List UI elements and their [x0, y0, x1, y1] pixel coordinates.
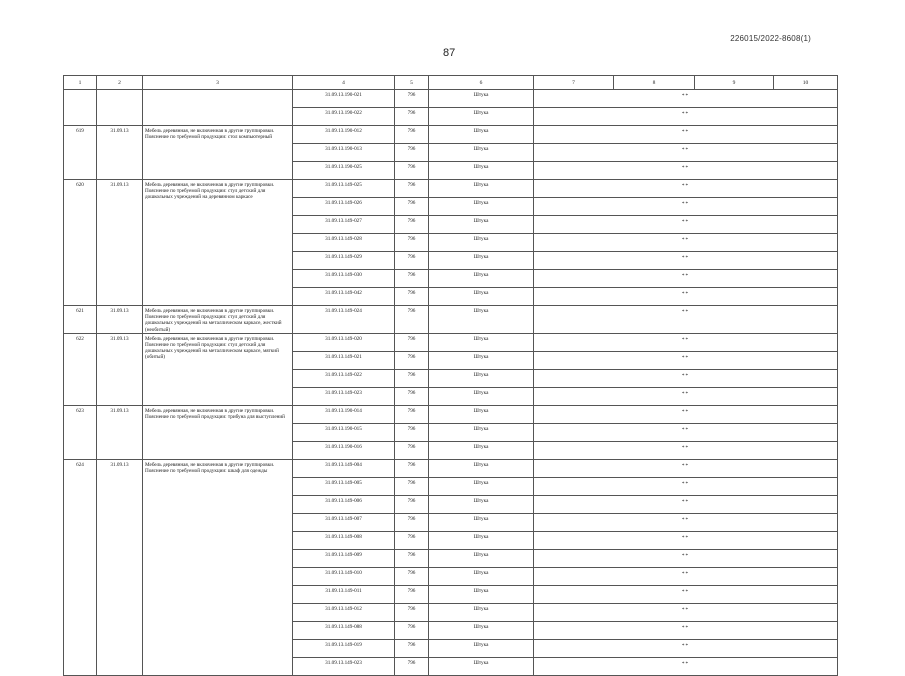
okpd-code-cell: 31.09.13.190-016 [293, 441, 395, 459]
unit-name-cell: Штука [429, 234, 534, 252]
column-header-10: 10 [774, 76, 838, 90]
unit-name-cell: Штука [429, 162, 534, 180]
unit-code-cell: 796 [395, 621, 429, 639]
unit-name-cell: Штука [429, 351, 534, 369]
table-row [64, 90, 838, 108]
unit-code-cell: 796 [395, 441, 429, 459]
mark-cell: ** [534, 288, 838, 306]
mark-cell: ** [534, 90, 838, 108]
mark-cell: ** [534, 621, 838, 639]
mark-cell: ** [534, 108, 838, 126]
okpd-code-cell: 31.09.13.149-008 [293, 531, 395, 549]
mark-cell: ** [534, 585, 838, 603]
unit-code-cell: 796 [395, 531, 429, 549]
unit-code-cell: 796 [395, 405, 429, 423]
mark-cell: ** [534, 477, 838, 495]
okpd-code-cell: 31.09.13.149-005 [293, 477, 395, 495]
unit-code-cell: 796 [395, 585, 429, 603]
mark-cell: ** [534, 144, 838, 162]
product-name-cell: Мебель деревянная, не включенная в другие группировки. Пояснение по требуемой продукции: стул детский для дошкольных учреждений на металлическом каркасе, мягкий (обитый) [143, 333, 293, 405]
unit-name-cell: Штука [429, 639, 534, 657]
unit-code-cell: 796 [395, 513, 429, 531]
unit-name-cell: Штука [429, 423, 534, 441]
mark-cell: ** [534, 531, 838, 549]
okpd-code-cell: 31.09.13.190-013 [293, 144, 395, 162]
unit-name-cell: Штука [429, 216, 534, 234]
okpd-group-code-cell: 31.09.13 [97, 180, 143, 306]
okpd-code-cell: 31.09.13.190-022 [293, 108, 395, 126]
unit-code-cell: 796 [395, 306, 429, 334]
column-header-8: 8 [614, 76, 695, 90]
unit-name-cell: Штука [429, 621, 534, 639]
okpd-code-cell: 31.09.13.149-020 [293, 333, 395, 351]
item-number-cell [64, 90, 97, 126]
okpd-code-cell: 31.09.13.149-025 [293, 180, 395, 198]
table-row [64, 405, 838, 423]
unit-name-cell: Штука [429, 585, 534, 603]
okpd-group-code-cell [97, 90, 143, 126]
okpd-code-cell: 31.09.13.149-088 [293, 621, 395, 639]
column-header-3: 3 [143, 76, 293, 90]
unit-name-cell: Штука [429, 288, 534, 306]
mark-cell: ** [534, 333, 838, 351]
unit-code-cell: 796 [395, 387, 429, 405]
okpd-code-cell: 31.09.13.190-021 [293, 90, 395, 108]
mark-cell: ** [534, 423, 838, 441]
unit-code-cell: 796 [395, 198, 429, 216]
okpd-code-cell: 31.09.13.149-010 [293, 567, 395, 585]
table-row [64, 306, 838, 334]
unit-name-cell: Штука [429, 441, 534, 459]
unit-code-cell: 796 [395, 603, 429, 621]
unit-code-cell: 796 [395, 333, 429, 351]
unit-name-cell: Штука [429, 531, 534, 549]
mark-cell: ** [534, 405, 838, 423]
unit-name-cell: Штука [429, 477, 534, 495]
okpd-code-cell: 31.09.13.190-015 [293, 423, 395, 441]
unit-code-cell: 796 [395, 288, 429, 306]
unit-code-cell: 796 [395, 234, 429, 252]
unit-code-cell: 796 [395, 423, 429, 441]
unit-code-cell: 796 [395, 90, 429, 108]
unit-name-cell: Штука [429, 180, 534, 198]
mark-cell: ** [534, 351, 838, 369]
okpd-code-cell: 31.09.13.149-009 [293, 549, 395, 567]
okpd-group-code-cell: 31.09.13 [97, 333, 143, 405]
product-name-cell: Мебель деревянная, не включенная в другие группировки. Пояснение по требуемой продукции: шкаф для одежды [143, 459, 293, 675]
unit-name-cell: Штука [429, 459, 534, 477]
unit-code-cell: 796 [395, 495, 429, 513]
mark-cell: ** [534, 198, 838, 216]
okpd-code-cell: 31.09.13.149-007 [293, 513, 395, 531]
okpd-group-code-cell: 31.09.13 [97, 459, 143, 675]
okpd-group-code-cell: 31.09.13 [97, 306, 143, 334]
mark-cell: ** [534, 126, 838, 144]
column-header-4: 4 [293, 76, 395, 90]
okpd-group-code-cell: 31.09.13 [97, 405, 143, 459]
unit-code-cell: 796 [395, 477, 429, 495]
okpd-code-cell: 31.09.13.149-023 [293, 387, 395, 405]
mark-cell: ** [534, 639, 838, 657]
mark-cell: ** [534, 252, 838, 270]
okpd-code-cell: 31.09.13.190-014 [293, 405, 395, 423]
item-number-cell: 623 [64, 405, 97, 459]
unit-name-cell: Штука [429, 306, 534, 334]
column-header-7: 7 [534, 76, 614, 90]
mark-cell: ** [534, 657, 838, 675]
unit-name-cell: Штука [429, 252, 534, 270]
unit-code-cell: 796 [395, 270, 429, 288]
mark-cell: ** [534, 216, 838, 234]
unit-code-cell: 796 [395, 459, 429, 477]
column-number-header-row [64, 76, 838, 90]
okpd-code-cell: 31.09.13.149-024 [293, 306, 395, 334]
unit-code-cell: 796 [395, 126, 429, 144]
unit-name-cell: Штука [429, 603, 534, 621]
okpd-group-code-cell: 31.09.13 [97, 126, 143, 180]
mark-cell: ** [534, 495, 838, 513]
item-number-cell: 621 [64, 306, 97, 334]
unit-name-cell: Штука [429, 405, 534, 423]
okpd-code-cell: 31.09.13.149-029 [293, 252, 395, 270]
product-name-cell: Мебель деревянная, не включенная в другие группировки. Пояснение по требуемой продукции: стул детский для дошкольных учреждений на металлическом каркасе, жесткий (необитый) [143, 306, 293, 334]
unit-code-cell: 796 [395, 108, 429, 126]
mark-cell: ** [534, 513, 838, 531]
unit-code-cell: 796 [395, 144, 429, 162]
unit-code-cell: 796 [395, 162, 429, 180]
product-name-cell [143, 90, 293, 126]
mark-cell: ** [534, 162, 838, 180]
unit-name-cell: Штука [429, 198, 534, 216]
okpd-code-cell: 31.09.13.149-006 [293, 495, 395, 513]
okpd-code-cell: 31.09.13.149-012 [293, 603, 395, 621]
mark-cell: ** [534, 459, 838, 477]
unit-code-cell: 796 [395, 567, 429, 585]
unit-code-cell: 796 [395, 180, 429, 198]
okpd-code-cell: 31.09.13.149-023 [293, 657, 395, 675]
document-registration-number: 226015/2022-8608(1) [730, 34, 811, 43]
table-row [64, 126, 838, 144]
column-header-5: 5 [395, 76, 429, 90]
unit-name-cell: Штука [429, 495, 534, 513]
product-name-cell: Мебель деревянная, не включенная в другие группировки. Пояснение по требуемой продукции: стол компьютерный [143, 126, 293, 180]
column-header-2: 2 [97, 76, 143, 90]
okpd-code-cell: 31.09.13.190-025 [293, 162, 395, 180]
okpd-code-cell: 31.09.13.149-028 [293, 234, 395, 252]
product-name-cell: Мебель деревянная, не включенная в другие группировки. Пояснение по требуемой продукции: стул детский для дошкольных учреждений на деревянном каркасе [143, 180, 293, 306]
mark-cell: ** [534, 234, 838, 252]
unit-name-cell: Штука [429, 108, 534, 126]
unit-code-cell: 796 [395, 351, 429, 369]
mark-cell: ** [534, 369, 838, 387]
okpd-code-cell: 31.09.13.149-030 [293, 270, 395, 288]
mark-cell: ** [534, 270, 838, 288]
page-number: 87 [443, 47, 456, 59]
unit-name-cell: Штука [429, 657, 534, 675]
table-body [64, 90, 838, 676]
mark-cell: ** [534, 180, 838, 198]
mark-cell: ** [534, 567, 838, 585]
mark-cell: ** [534, 387, 838, 405]
unit-code-cell: 796 [395, 252, 429, 270]
okpd-code-cell: 31.09.13.149-021 [293, 351, 395, 369]
unit-code-cell: 796 [395, 657, 429, 675]
okpd-code-cell: 31.09.13.149-019 [293, 639, 395, 657]
unit-code-cell: 796 [395, 639, 429, 657]
item-number-cell: 624 [64, 459, 97, 675]
unit-code-cell: 796 [395, 549, 429, 567]
unit-name-cell: Штука [429, 126, 534, 144]
products-table [63, 75, 838, 676]
item-number-cell: 619 [64, 126, 97, 180]
column-header-9: 9 [695, 76, 774, 90]
product-name-cell: Мебель деревянная, не включенная в другие группировки. Пояснение по требуемой продукции: трибуна для выступлений [143, 405, 293, 459]
mark-cell: ** [534, 603, 838, 621]
unit-name-cell: Штука [429, 549, 534, 567]
mark-cell: ** [534, 441, 838, 459]
okpd-code-cell: 31.09.13.190-012 [293, 126, 395, 144]
unit-name-cell: Штука [429, 333, 534, 351]
mark-cell: ** [534, 549, 838, 567]
table-row [64, 459, 838, 477]
unit-name-cell: Штука [429, 144, 534, 162]
item-number-cell: 622 [64, 333, 97, 405]
table-row [64, 333, 838, 351]
okpd-code-cell: 31.09.13.149-004 [293, 459, 395, 477]
unit-name-cell: Штука [429, 369, 534, 387]
okpd-code-cell: 31.09.13.149-027 [293, 216, 395, 234]
okpd-code-cell: 31.09.13.149-011 [293, 585, 395, 603]
unit-name-cell: Штука [429, 90, 534, 108]
unit-name-cell: Штука [429, 513, 534, 531]
okpd-code-cell: 31.09.13.149-022 [293, 369, 395, 387]
okpd-code-cell: 31.09.13.149-042 [293, 288, 395, 306]
mark-cell: ** [534, 306, 838, 334]
item-number-cell: 620 [64, 180, 97, 306]
unit-name-cell: Штука [429, 270, 534, 288]
column-header-1: 1 [64, 76, 97, 90]
unit-name-cell: Штука [429, 567, 534, 585]
okpd-code-cell: 31.09.13.149-026 [293, 198, 395, 216]
table-row [64, 180, 838, 198]
column-header-6: 6 [429, 76, 534, 90]
unit-name-cell: Штука [429, 387, 534, 405]
unit-code-cell: 796 [395, 216, 429, 234]
unit-code-cell: 796 [395, 369, 429, 387]
